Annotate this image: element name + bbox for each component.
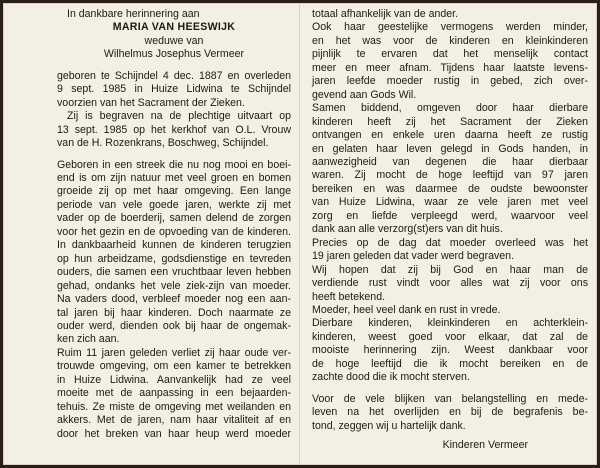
husband-name: Wilhelmus Josephus Vermeer	[103, 48, 245, 61]
text-line: 9 sept. 1985 in Huize Lidwina te Schijndel	[57, 83, 291, 96]
text-line: Ook haar geestelijke vermogens werden minder,	[312, 21, 588, 34]
text-line: ken zich aan.	[57, 333, 120, 346]
text-line: zorg en liefde verpleegd werd, waarvoor veel	[312, 209, 588, 222]
text-line: Na vaders dood, verbleef moeder nog een aan-	[57, 293, 291, 306]
text-line: waren. Zij mocht de hoge leeftijd van 97 jaren	[312, 169, 588, 182]
card-fold-line	[299, 3, 300, 465]
text-line: ouder werd, dienden ook bij haar de ongemak-	[57, 319, 291, 332]
text-line: akkers. Met de jaren, nam haar vitaliteit af en	[57, 414, 291, 427]
text-line: groeide zij op met haar omgeving. Een lange	[57, 185, 291, 198]
biography-life	[57, 159, 291, 442]
text-line: tehuis. Ze miste de omgeving met weilanden en	[57, 400, 291, 413]
text-line: periode van vele goede jaren, werkte zij met	[57, 198, 291, 211]
text-line: en gelaten haar leven gelegd in Gods handen, in	[312, 142, 588, 155]
text-line: gevend aan Gods Wil.	[312, 88, 417, 101]
text-line: Precies op de dag dat moeder overleed was het	[312, 236, 588, 249]
text-line: tond, zeggen wij u hartelijk dank.	[312, 419, 466, 432]
text-line: van Huize Lidwina, waar ze vele jaren met veel	[312, 196, 588, 209]
text-line: aanwezigheid van degenen die haar dierbaar	[312, 155, 588, 168]
text-line: verdiende rust vindt voor alles wat zij voor ons	[312, 277, 588, 290]
text-line: 19 jaren geleden dat vader werd begraven.	[312, 250, 515, 263]
text-line: Samen biddend, omgeven door haar dierbare	[312, 102, 588, 115]
text-line: Zij is begraven na de plechtige uitvaart op	[67, 110, 291, 123]
text-line: leven na het overlijden en bij de begrafenis be-	[312, 406, 588, 419]
text-line: Geboren in een streek die nu nog mooi en boei-	[57, 158, 291, 171]
right-column	[312, 8, 588, 453]
text-line: voorzien van het Sacrament der Zieken.	[57, 96, 245, 109]
text-line: Dierbare kinderen, kleinkinderen en achterklein-	[312, 317, 588, 330]
text-line: vader op de boerderij, samen delend de zorgen	[57, 212, 291, 225]
text-line: kinderen, weest goed voor elkaar, dat zal de	[312, 330, 588, 343]
deceased-name: MARIA VAN HEESWIJK	[112, 21, 236, 34]
text-line: trouwde omgeving, om een kamer te betrekken	[57, 360, 291, 373]
text-line: bereiken en was daarmee de oudste bewoonster	[312, 182, 588, 195]
text-line: in Huize Lidwina. Aanvankelijk had ze veel	[57, 373, 291, 386]
text-line: ontvangen en enkele uren daarna heeft ze rustig	[312, 129, 588, 142]
text-line: Moeder, heel veel dank en rust in vrede.	[312, 303, 501, 316]
text-line: de hoge leeftijd die ik mocht bereiken en de	[312, 357, 588, 370]
text-line: totaal afhankelijk van de ander.	[312, 8, 459, 20]
text-line: zachte dood die ik mocht sterven.	[312, 371, 470, 384]
text-line: gehad, ondanks het vele ziek-zijn van moeder.	[57, 279, 291, 292]
text-line: mooiste herinnering zijn. Weest dankbaar voor	[312, 344, 588, 357]
text-line: Wij hopen dat zij bij God en haar man de	[312, 263, 588, 276]
text-line: 13 sept. 1985 op het kerkhof van O.L. Vrouw	[57, 123, 291, 136]
text-line: meer en meer afnam. Tijdens haar laatste levens-	[312, 61, 588, 74]
text-line: pijnlijk te ervaren dat het menselijk contact	[312, 48, 588, 61]
biography-dates	[57, 70, 291, 151]
signature: Kinderen Vermeer	[442, 439, 528, 452]
left-column	[57, 8, 291, 441]
text-line: end is om zijn natuur met veel groen en bomen	[57, 171, 291, 184]
header-intro: In dankbare herinnering aan	[67, 8, 200, 20]
text-line: Voor de vele blijken van belangstelling en mede-	[312, 392, 588, 405]
text-line: Ruim 11 jaren geleden verliet zij haar oude ver-	[57, 346, 291, 359]
text-line: ouders, die samen een vruchtbaar leven hebben	[57, 266, 291, 279]
text-line: kinderen heeft zij het Sacrament der Zieken	[312, 115, 588, 128]
relation-label: weduwe van	[144, 34, 204, 47]
text-line: geboren te Schijndel 4 dec. 1887 en overleden	[57, 69, 291, 82]
closing-text	[312, 8, 588, 385]
text-line: dank aan alle verzorg(st)ers van dit huis.	[312, 223, 503, 236]
text-line: voor het gezin en de opvoeding van de kinderen.	[57, 225, 291, 238]
text-line: tal jaren bij haar kinderen. Doch naarmate ze	[57, 306, 291, 319]
text-line: In dankbaarheid kunnen de kinderen terugzien	[57, 239, 291, 252]
text-line: heeft betekend.	[312, 290, 386, 303]
text-line: op hun arbeidzame, godsdienstige en tevreden	[57, 252, 291, 265]
text-line: jaren leefde moeder rustig in gebed, zich over-	[312, 75, 588, 88]
thanks-text	[312, 393, 588, 433]
text-line: door het breken van haar heup werd moeder	[57, 427, 291, 440]
text-line: van de H. Rozenkrans, Boschweg, Schijndel.	[57, 137, 269, 150]
text-line: en het was voor de kinderen en kleinkinderen	[312, 34, 588, 47]
text-line: moeite met de aanpassing in een bejaarden-	[57, 387, 291, 400]
